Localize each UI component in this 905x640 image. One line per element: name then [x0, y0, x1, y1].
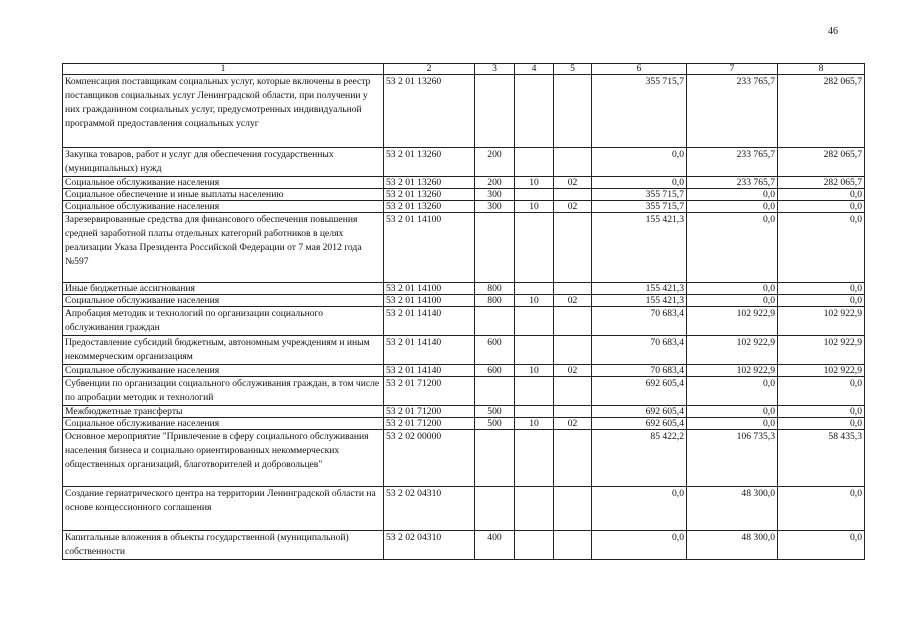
row-expense-type: 200 — [475, 148, 515, 177]
row-name: Апробация методик и технологий по организации социального обслуживания граждан — [63, 307, 384, 336]
row-expense-type — [475, 75, 515, 148]
row-expense-type: 300 — [475, 189, 515, 201]
row-value-8: 0,0 — [778, 418, 865, 430]
row-expense-type — [475, 430, 515, 487]
table-row — [63, 295, 865, 307]
column-header-8: 8 — [778, 64, 865, 75]
row-value-7: 48 300,0 — [687, 531, 778, 560]
table-row — [63, 377, 865, 406]
row-section: 10 — [515, 177, 554, 189]
row-value-7: 0,0 — [687, 213, 778, 283]
row-value-7: 0,0 — [687, 406, 778, 418]
row-value-6: 85 422,2 — [592, 430, 687, 487]
row-name: Социальное обслуживание населения — [63, 365, 384, 377]
row-name: Зарезервированные средства для финансового обеспечения повышения средней заработной платы отдельных категорий работников в целях реализации Указа Президента Российской Федерации от 7 мая 2012 года №597 — [63, 213, 384, 283]
row-value-8: 0,0 — [778, 189, 865, 201]
row-expense-type: 800 — [475, 283, 515, 295]
row-code: 53 2 01 13260 — [384, 177, 475, 189]
row-value-6: 355 715,7 — [592, 189, 687, 201]
row-value-8: 0,0 — [778, 531, 865, 560]
row-value-6: 692 605,4 — [592, 406, 687, 418]
row-section — [515, 213, 554, 283]
row-value-8: 282 065,7 — [778, 177, 865, 189]
row-value-7: 0,0 — [687, 283, 778, 295]
row-code: 53 2 01 14140 — [384, 307, 475, 336]
column-header-7: 7 — [687, 64, 778, 75]
row-subsection — [554, 75, 592, 148]
row-subsection: 02 — [554, 295, 592, 307]
table-row — [63, 418, 865, 430]
row-subsection — [554, 377, 592, 406]
row-name: Субвенции по организации социального обслуживания граждан, в том числе по апробации методик и технологий — [63, 377, 384, 406]
row-section — [515, 148, 554, 177]
row-value-8: 102 922,9 — [778, 336, 865, 365]
row-name: Межбюджетные трансферты — [63, 406, 384, 418]
row-value-8: 0,0 — [778, 283, 865, 295]
row-value-6: 70 683,4 — [592, 336, 687, 365]
row-value-7: 0,0 — [687, 201, 778, 213]
row-subsection — [554, 213, 592, 283]
row-value-8: 0,0 — [778, 213, 865, 283]
row-subsection — [554, 283, 592, 295]
table-row — [63, 201, 865, 213]
row-section — [515, 377, 554, 406]
row-value-6: 155 421,3 — [592, 213, 687, 283]
row-value-7: 0,0 — [687, 418, 778, 430]
row-expense-type — [475, 377, 515, 406]
row-section — [515, 307, 554, 336]
row-section: 10 — [515, 365, 554, 377]
row-code: 53 2 01 14100 — [384, 283, 475, 295]
table-row — [63, 189, 865, 201]
row-code: 53 2 01 13260 — [384, 75, 475, 148]
table-row — [63, 406, 865, 418]
row-code: 53 2 01 71200 — [384, 377, 475, 406]
table-row — [63, 75, 865, 148]
row-subsection — [554, 531, 592, 560]
row-value-8: 0,0 — [778, 377, 865, 406]
row-section — [515, 531, 554, 560]
table-row — [63, 307, 865, 336]
row-code: 53 2 02 04310 — [384, 487, 475, 531]
row-name: Социальное обеспечение и иные выплаты населению — [63, 189, 384, 201]
row-value-7: 233 765,7 — [687, 75, 778, 148]
row-code: 53 2 02 04310 — [384, 531, 475, 560]
row-value-6: 0,0 — [592, 177, 687, 189]
row-value-6: 155 421,3 — [592, 283, 687, 295]
row-subsection — [554, 148, 592, 177]
row-section — [515, 406, 554, 418]
row-value-7: 102 922,9 — [687, 307, 778, 336]
row-subsection — [554, 336, 592, 365]
column-header-4: 4 — [515, 64, 554, 75]
row-name: Социальное обслуживание населения — [63, 295, 384, 307]
row-code: 53 2 01 13260 — [384, 148, 475, 177]
table-row — [63, 487, 865, 531]
table-row — [63, 148, 865, 177]
row-expense-type — [475, 307, 515, 336]
table-row — [63, 365, 865, 377]
row-value-8: 0,0 — [778, 487, 865, 531]
row-section — [515, 336, 554, 365]
row-expense-type: 200 — [475, 177, 515, 189]
row-value-8: 0,0 — [778, 295, 865, 307]
row-section — [515, 430, 554, 487]
row-value-6: 0,0 — [592, 487, 687, 531]
row-code: 53 2 01 13260 — [384, 201, 475, 213]
row-value-6: 692 605,4 — [592, 418, 687, 430]
row-name: Социальное обслуживание населения — [63, 418, 384, 430]
row-name: Социальное обслуживание населения — [63, 177, 384, 189]
row-expense-type: 500 — [475, 418, 515, 430]
row-subsection — [554, 189, 592, 201]
column-header-3: 3 — [475, 64, 515, 75]
row-section — [515, 75, 554, 148]
row-value-8: 102 922,9 — [778, 307, 865, 336]
row-expense-type: 600 — [475, 336, 515, 365]
row-expense-type: 500 — [475, 406, 515, 418]
row-code: 53 2 01 14100 — [384, 213, 475, 283]
row-name: Закупка товаров, работ и услуг для обеспечения государственных (муниципальных) нужд — [63, 148, 384, 177]
table-row — [63, 336, 865, 365]
row-value-6: 0,0 — [592, 148, 687, 177]
row-value-6: 155 421,3 — [592, 295, 687, 307]
table-row — [63, 531, 865, 560]
column-header-2: 2 — [384, 64, 475, 75]
row-value-7: 106 735,3 — [687, 430, 778, 487]
row-code: 53 2 01 13260 — [384, 189, 475, 201]
row-subsection: 02 — [554, 177, 592, 189]
row-expense-type — [475, 213, 515, 283]
row-value-6: 692 605,4 — [592, 377, 687, 406]
row-subsection — [554, 487, 592, 531]
row-section — [515, 283, 554, 295]
row-value-8: 102 922,9 — [778, 365, 865, 377]
row-value-7: 0,0 — [687, 377, 778, 406]
row-value-8: 282 065,7 — [778, 75, 865, 148]
row-code: 53 2 01 71200 — [384, 418, 475, 430]
page-number: 46 — [828, 26, 838, 37]
row-subsection: 02 — [554, 418, 592, 430]
row-value-6: 355 715,7 — [592, 201, 687, 213]
row-value-8: 282 065,7 — [778, 148, 865, 177]
row-subsection — [554, 307, 592, 336]
row-value-7: 102 922,9 — [687, 336, 778, 365]
row-value-7: 102 922,9 — [687, 365, 778, 377]
row-name: Капитальные вложения в объекты государственной (муниципальной) собственности — [63, 531, 384, 560]
table-row — [63, 430, 865, 487]
column-header-6: 6 — [592, 64, 687, 75]
column-header-1: 1 — [63, 64, 384, 75]
row-value-8: 0,0 — [778, 406, 865, 418]
table-row — [63, 213, 865, 283]
header-row — [63, 64, 865, 75]
row-name: Предоставление субсидий бюджетным, автономным учреждениям и иным некоммерческим организациям — [63, 336, 384, 365]
row-code: 53 2 01 71200 — [384, 406, 475, 418]
row-section: 10 — [515, 295, 554, 307]
row-subsection — [554, 430, 592, 487]
row-value-6: 0,0 — [592, 531, 687, 560]
row-expense-type: 400 — [475, 531, 515, 560]
row-value-7: 233 765,7 — [687, 148, 778, 177]
row-expense-type — [475, 487, 515, 531]
row-name: Основное мероприятие "Привлечение в сферу социального обслуживания населения бизнеса и социально ориентированных некоммерческих общественных организаций, благотворителей и добровольцев" — [63, 430, 384, 487]
row-subsection: 02 — [554, 201, 592, 213]
row-section: 10 — [515, 418, 554, 430]
row-expense-type: 300 — [475, 201, 515, 213]
row-subsection: 02 — [554, 365, 592, 377]
row-expense-type: 800 — [475, 295, 515, 307]
row-section — [515, 189, 554, 201]
row-value-7: 48 300,0 — [687, 487, 778, 531]
row-value-8: 0,0 — [778, 201, 865, 213]
row-value-8: 58 435,3 — [778, 430, 865, 487]
row-name: Создание гериатрического центра на территории Ленинградской области на основе концессионного соглашения — [63, 487, 384, 531]
row-code: 53 2 01 14140 — [384, 365, 475, 377]
table-row — [63, 283, 865, 295]
row-value-6: 355 715,7 — [592, 75, 687, 148]
row-value-6: 70 683,4 — [592, 365, 687, 377]
table-row — [63, 177, 865, 189]
row-name: Иные бюджетные ассигнования — [63, 283, 384, 295]
row-code: 53 2 02 00000 — [384, 430, 475, 487]
row-value-7: 0,0 — [687, 189, 778, 201]
row-code: 53 2 01 14140 — [384, 336, 475, 365]
row-section — [515, 487, 554, 531]
row-section: 10 — [515, 201, 554, 213]
column-header-5: 5 — [554, 64, 592, 75]
row-value-7: 233 765,7 — [687, 177, 778, 189]
row-code: 53 2 01 14100 — [384, 295, 475, 307]
row-subsection — [554, 406, 592, 418]
row-expense-type: 600 — [475, 365, 515, 377]
budget-table — [62, 63, 865, 560]
row-name: Социальное обслуживание населения — [63, 201, 384, 213]
row-value-6: 70 683,4 — [592, 307, 687, 336]
row-value-7: 0,0 — [687, 295, 778, 307]
row-name: Компенсация поставщикам социальных услуг, которые включены в реестр поставщиков социальных услуг Ленинградской области, при получении у них гражданином социальных услуг, предусмотренных индивидуальной программой предоставления социальных услуг — [63, 75, 384, 148]
